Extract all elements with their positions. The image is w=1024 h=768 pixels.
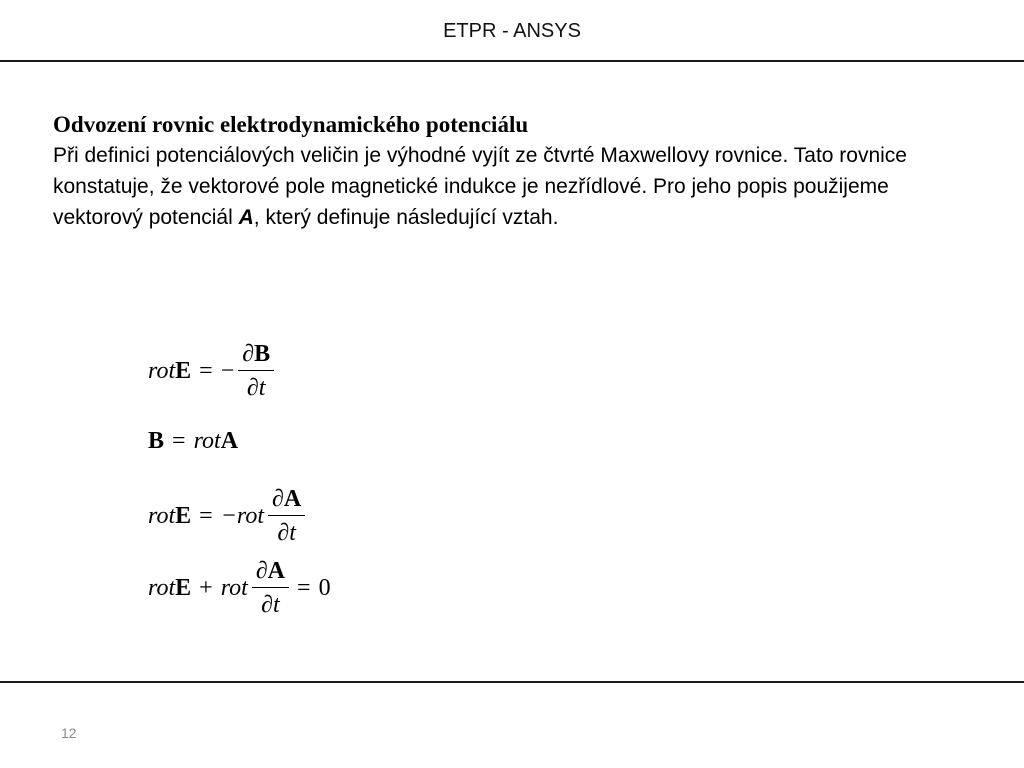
- eq3-denominator: ∂t: [277, 520, 296, 546]
- equation-2: [148, 428, 238, 455]
- eq2-B: B: [148, 428, 165, 454]
- eq1-equals: =: [199, 358, 213, 384]
- eq4-E: E: [175, 575, 192, 601]
- eq1-denominator: ∂t: [246, 375, 266, 401]
- vector-potential-symbol: A: [238, 206, 254, 229]
- eq4-partial: ∂: [255, 558, 268, 584]
- eq1-fraction: [238, 340, 274, 403]
- eq3-E: E: [175, 503, 192, 529]
- paragraph-text-1: Při definici potenciálových veličin je výhodné vyjít ze čtvrté Maxwellovy rovnice. Tato rovnice konstatuje, že vektorové pole magnetické indukce je nezřídlové. Pro jeho popis použijeme vektorový potenciál: [53, 144, 907, 229]
- paragraph-text-2: , který definuje následující vztah.: [253, 206, 559, 229]
- equation-3: [148, 485, 305, 548]
- eq3-minus-rot: −rot: [220, 503, 264, 529]
- eq3-partial: ∂: [272, 486, 284, 512]
- eq3-fraction: [268, 485, 305, 548]
- eq4-rot: rot: [148, 575, 176, 601]
- eq4-plus: +: [199, 575, 213, 601]
- eq4-fraction: [252, 557, 289, 620]
- eq1-E: E: [175, 358, 192, 384]
- eq1-rot: rot: [148, 358, 176, 384]
- eq2-A: A: [220, 428, 239, 454]
- eq4-num-var: A: [267, 558, 286, 584]
- eq3-equals: =: [199, 503, 213, 529]
- slide-paragraph: [53, 140, 953, 233]
- eq2-equals: =: [172, 428, 186, 454]
- eq1-num-var: B: [254, 341, 271, 367]
- eq3-num-var: A: [283, 486, 302, 512]
- eq2-rot: rot: [193, 428, 221, 454]
- eq4-equals: =: [297, 575, 311, 601]
- eq3-rot: rot: [148, 503, 176, 529]
- slide-content: [53, 110, 953, 233]
- eq4-denominator: ∂t: [261, 592, 280, 618]
- equation-1: [148, 340, 274, 403]
- eq4-zero: 0: [318, 575, 331, 601]
- page-number: 12: [61, 725, 77, 741]
- footer-divider: [0, 681, 1024, 683]
- eq1-partial: ∂: [242, 341, 255, 367]
- eq1-minus: −: [220, 358, 235, 384]
- slide-header-title: ETPR - ANSYS: [443, 20, 581, 42]
- header-divider: [0, 60, 1024, 62]
- eq4-rot2: rot: [220, 575, 248, 601]
- slide-heading: Odvození rovnic elektrodynamického potenciálu: [53, 112, 529, 137]
- equation-4: [148, 557, 331, 620]
